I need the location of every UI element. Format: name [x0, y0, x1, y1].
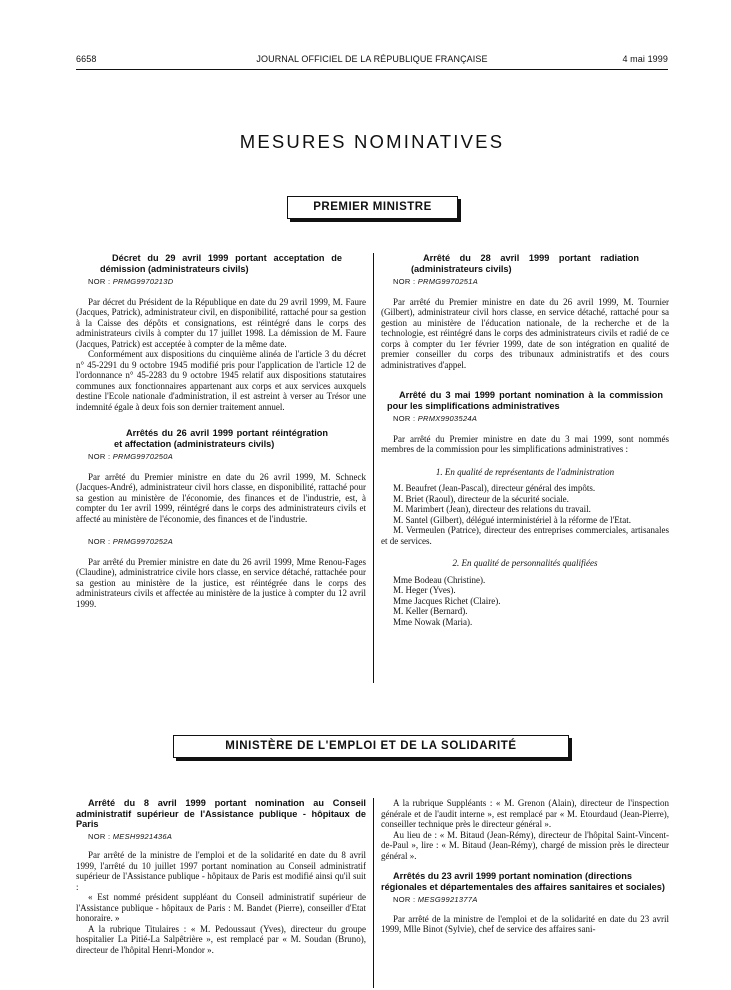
subheading: 2. En qualité de personnalités qualifiées [452, 558, 598, 568]
journal-name: JOURNAL OFFICIEL DE LA RÉPUBLIQUE FRANÇAISE [256, 54, 488, 64]
article-paragraph: Par arrêté du Premier ministre en date du 26 avril 1999, M. Schneck (Jacques-André), administrateur civil hors classe, en disponibilité, rattaché pour sa gestion au ministère de l'économie, des finances et de l'industrie, est, à compter du 1er avril 1999, réintégré dans le corps des administrateurs civils et affecté au ministère de l'économie, des finances et de l'industrie. [76, 471, 366, 524]
article-title: Arrêtés du 23 avril 1999 portant nomination (directions régionales et départementales des affaires sanitaires et sociales) [381, 871, 665, 892]
running-header [76, 54, 668, 68]
section1-right-column [381, 253, 669, 627]
article-paragraph: Par arrêté du Premier ministre en date du 3 mai 1999, sont nommés membres de la commission pour les simplifications administratives : [381, 433, 669, 454]
article-paragraph: Conformément aux dispositions du cinquième alinéa de l'article 3 du décret n° 45-2291 du 9 octobre 1945 modifié pris pour l'application de l'article 12 de l'ordonnance n° 45-2283 du 9 octobre 1945 relatif aux dispositions statutaires communes aux fonctionnaires appartenant aux corps et aux services auxquels destine l'Ecole nationale d'administration, il est astreint à verser au Trésor une indemnité égale à deux fois son dernier traitement annuel. [76, 349, 366, 412]
nor-reference: NOR : MESH9921436A [88, 831, 173, 841]
section1-left-column [76, 253, 366, 609]
nor-reference: NOR : PRMX9903524A [393, 414, 478, 423]
article-paragraph: Par arrêté du Premier ministre en date du 26 avril 1999, M. Tournier (Gilbert), administrateur civil hors classe, en service détaché, rattaché pour sa gestion au ministère de l'éducation nationale, de la recherche et de la technologie, est réintégré dans le corps des administrateurs civils et radié de ce corps à compter du 1er février 1999, date de son intégration en qualité de premier conseiller du corps des tribunaux administratifs et des cours administratives d'appel. [381, 296, 669, 370]
subheading: 1. En qualité de représentants de l'administration [435, 466, 615, 477]
article-paragraph: Par arrêté de la ministre de l'emploi et de la solidarité en date du 23 avril 1999, Mlle Binot (Sylvie), chef de service des affaires sani- [381, 913, 669, 934]
article-title: Décret du 29 avril 1999 portant acceptation de démission (administrateurs civils) [100, 253, 342, 274]
article-title: Arrêtés du 26 avril 1999 portant réintégration et affectation (administrateurs civils) [114, 428, 328, 449]
member-entry: M. Marimbert (Jean), directeur des relations du travail. [393, 504, 591, 514]
member-entry: M. Briet (Raoul), directeur de la sécurité sociale. [393, 493, 569, 504]
article-paragraph: « Est nommé président suppléant du Conseil administratif supérieur de l'Assistance publique - hôpitaux de Paris : M. Bandet (Pierre), conseiller d'Etat honoraire. » [76, 892, 366, 923]
article-paragraph: Par arrêté de la ministre de l'emploi et de la solidarité en date du 8 avril 1999, l'arrêté du 10 juillet 1997 portant nomination au Conseil administratif supérieur de l'Assistance publique - hôpitaux de Paris est modifié ainsi qu'il suit : [76, 850, 366, 892]
section2-left-column [76, 798, 366, 955]
nor-reference: NOR : PRMG9970213D [88, 277, 174, 286]
member-entry: M. Beaufret (Jean-Pascal), directeur général des impôts. [393, 483, 596, 493]
section-title-ministere-emploi: MINISTÈRE DE L'EMPLOI ET DE LA SOLIDARITÉ [173, 735, 569, 758]
member-entry: Mme Bodeau (Christine). [393, 574, 486, 585]
article-title: Arrêté du 3 mai 1999 portant nomination à la commission pour les simplifications administratives [387, 390, 663, 411]
nor-reference: NOR : PRMG9970251A [393, 277, 479, 286]
column-divider [373, 253, 374, 683]
member-entry: M. Santel (Gilbert), délégué interministériel à la réforme de l'Etat. [393, 514, 632, 525]
nor-reference: NOR : PRMG9970250A [88, 452, 174, 461]
member-entry: M. Keller (Bernard). [393, 606, 468, 616]
article-title: Arrêté du 28 avril 1999 portant radiation (administrateurs civils) [411, 253, 639, 274]
column-divider [373, 798, 374, 988]
article-paragraph: Par décret du Président de la République en date du 29 avril 1999, M. Faure (Jacques, Patrick), administrateur civil, en disponibilité, rattaché pour sa gestion à la Caisse des dépôts et consignations, est réintégré dans le corps des administrateurs civils à compter du 17 juillet 1998. La démission de M. Faure (Jacques, Patrick) est acceptée à compter de la même date. [76, 296, 366, 349]
member-entry: Mme Nowak (Maria). [393, 616, 473, 627]
article-title: Arrêté du 8 avril 1999 portant nomination au Conseil administratif supérieur de l'Assistance publique - hôpitaux de Paris [76, 798, 366, 829]
issue-date: 4 mai 1999 [622, 54, 668, 64]
article-paragraph: A la rubrique Suppléants : « M. Grenon (Alain), directeur de l'inspection générale et de l'audit interne », est remplacé par « M. Etourdaud (Jean-Pierre), conseiller technique près le directeur général ». [381, 798, 669, 829]
section-title-premier-ministre: PREMIER MINISTRE [287, 196, 458, 219]
nor-reference: NOR : MESG9921377A [393, 895, 478, 904]
article-paragraph: A la rubrique Titulaires : « M. Pedoussaut (Yves), directeur du groupe hospitalier La Pitié-La Salpêtrière », est remplacé par « M. Soudan (Bruno), directeur de l'hôpital Henri-Mondor ». [76, 923, 366, 955]
page-title: MESURES NOMINATIVES [239, 131, 505, 152]
section2-right-column [381, 798, 669, 935]
article-paragraph: Par arrêté du Premier ministre en date du 26 avril 1999, Mme Renou-Fages (Claudine), administratrice civile hors classe, en service détaché, rattachée pour sa gestion au ministère de la justice, est réintégrée dans le corps des administrateurs civils et affectée au ministère de la justice à compter du 12 avril 1999. [76, 556, 366, 609]
page-number: 6658 [76, 54, 97, 64]
article-paragraph: Au lieu de : « M. Bitaud (Jean-Rémy), directeur de l'hôpital Saint-Vincent-de-Paul », lire : « M. Bitaud (Jean-Rémy), chargé de mission près le directeur général ». [381, 829, 669, 861]
header-rule [76, 69, 668, 70]
member-entry: Mme Jacques Richet (Claire). [393, 595, 501, 606]
member-entry: M. Heger (Yves). [393, 585, 456, 595]
nor-reference: NOR : PRMG9970252A [88, 537, 174, 546]
member-entry: M. Vermeulen (Patrice), directeur des entreprises commerciales, artisanales et de services. [381, 525, 669, 546]
